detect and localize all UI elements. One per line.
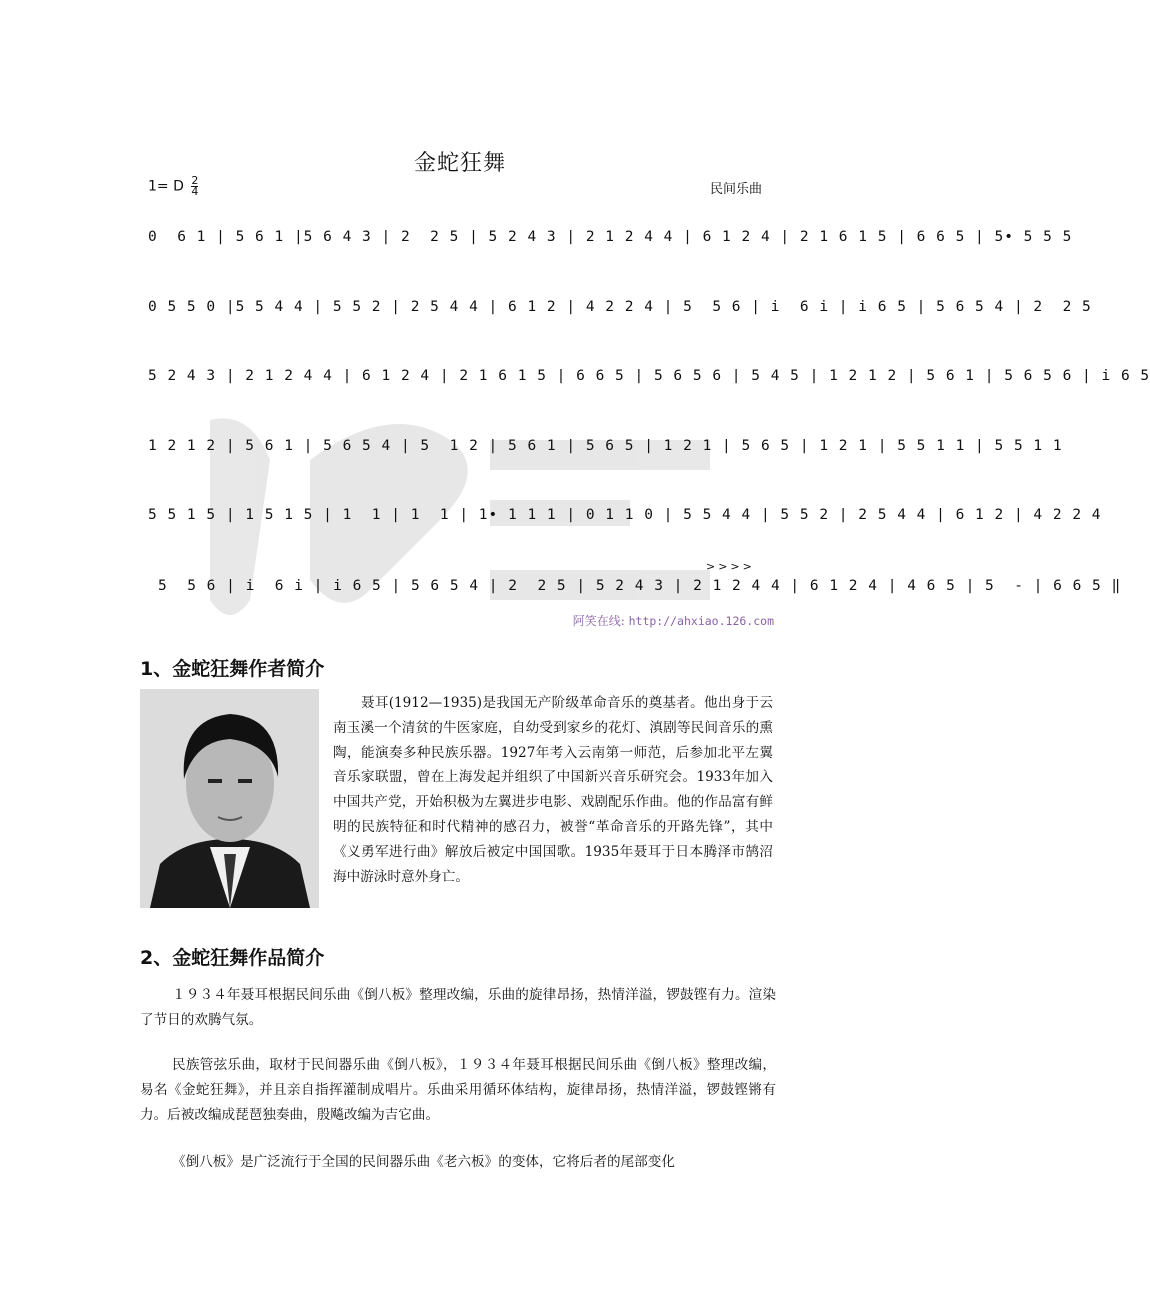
time-signature: [191, 176, 198, 197]
time-signature-bottom: 4: [191, 185, 199, 198]
score-line-4: 1 2 1 2 | 5 6 1 | 5 6 5 4 | 5 1 2 | 5 6 1 | 5 6 5 | 1 2 1 | 5 6 5 | 1 2 1 | 5 5 1 1 | 5 5 1 1: [148, 438, 1063, 454]
work-paragraph-1: １９３４年聂耳根据民间乐曲《倒八板》整理改编，乐曲的旋律昂扬，热情洋溢，锣鼓铿有力。渲染了节日的欢腾气氛。: [140, 987, 776, 1028]
key-label: 1= D: [148, 178, 184, 195]
score-title: 金蛇狂舞: [413, 151, 506, 176]
author-bio: 聂耳(1912—1935)是我国无产阶级革命音乐的奠基者。他出身于云南玉溪一个清贫的牛医家庭，自幼受到家乡的花灯、滇剧等民间音乐的熏陶，能演奏多种民族乐器。1927年考入云南第一师范，后参加北平左翼音乐家联盟，曾在上海发起并组织了中国新兴音乐研究会。1933年加入中国共产党，开始积极为左翼进步电影、戏剧配乐作曲。他的作品富有鲜明的民族特征和时代精神的感召力，被誉“革命音乐的开路先锋”，其中《义勇军进行曲》解放后被定中国国歌。1935年聂耳于日本腾泽市鹄沼海中游泳时意外身亡。: [333, 695, 773, 885]
work-paragraph-2: 民族管弦乐曲，取材于民间器乐曲《倒八板》，１９３４年聂耳根据民间乐曲《倒八板》整理改编，易名《金蛇狂舞》，并且亲自指挥灌制成唱片。乐曲采用循环体结构，旋律昂扬，热情洋溢，锣鼓铿锵有力。后被改编成琵琶独奏曲，殷飚改编为吉它曲。: [140, 1057, 776, 1123]
accent-marks: >>>>: [706, 560, 755, 573]
time-signature-top: 2: [191, 174, 199, 187]
score-line-1: 0 6 1 | 5 6 1 |5 6 4 3 | 2 2 5 | 5 2 4 3 | 2 1 2 4 4 | 6 1 2 4 | 2 1 6 1 5 | 6 6 5 | 5• 5 5 5: [148, 229, 1073, 245]
section-heading-work: 2、金蛇狂舞作品简介: [140, 947, 325, 969]
portrait-image: [140, 689, 319, 908]
score-line-2: 0 5 5 0 |5 5 4 4 | 5 5 2 | 2 5 4 4 | 6 1 2 | 4 2 2 4 | 5 5 6 | i 6 i | i 6 5 | 5 6 5 4 | 2 2 5: [148, 299, 1092, 315]
composer-label: 民间乐曲: [709, 182, 762, 197]
section-heading-author: 1、金蛇狂舞作者简介: [140, 658, 325, 680]
score-line-6: 5 5 6 | i 6 i | i 6 5 | 5 6 5 4 | 2 2 5 | 5 2 4 3 | 2 1 2 4 4 | 6 1 2 4 | 4 6 5 | 5 - | 6 6 5 ‖: [158, 578, 1122, 594]
credit-label: 阿笑在线:: [572, 614, 625, 628]
score-line-3: 5 2 4 3 | 2 1 2 4 4 | 6 1 2 4 | 2 1 6 1 5 | 6 6 5 | 5 6 5 6 | 5 4 5 | 1 2 1 2 | 5 6 1 | 5 6 5 6 | i 6 5: [148, 368, 1150, 384]
key-signature: [148, 176, 198, 197]
work-paragraph-3: 《倒八板》是广泛流行于全国的民间器乐曲《老六板》的变体，它将后者的尾部变化: [172, 1154, 675, 1170]
score-line-5: 5 5 1 5 | 1 5 1 5 | 1 1 | 1 1 | 1• 1 1 1 | 0 1 1 0 | 5 5 4 4 | 5 5 2 | 2 5 4 4 | 6 1 2 | 4 2 2 4: [148, 507, 1102, 523]
author-portrait: [140, 689, 319, 908]
credit-line: [573, 612, 774, 629]
credit-url: http://ahxiao.126.com: [628, 614, 774, 628]
